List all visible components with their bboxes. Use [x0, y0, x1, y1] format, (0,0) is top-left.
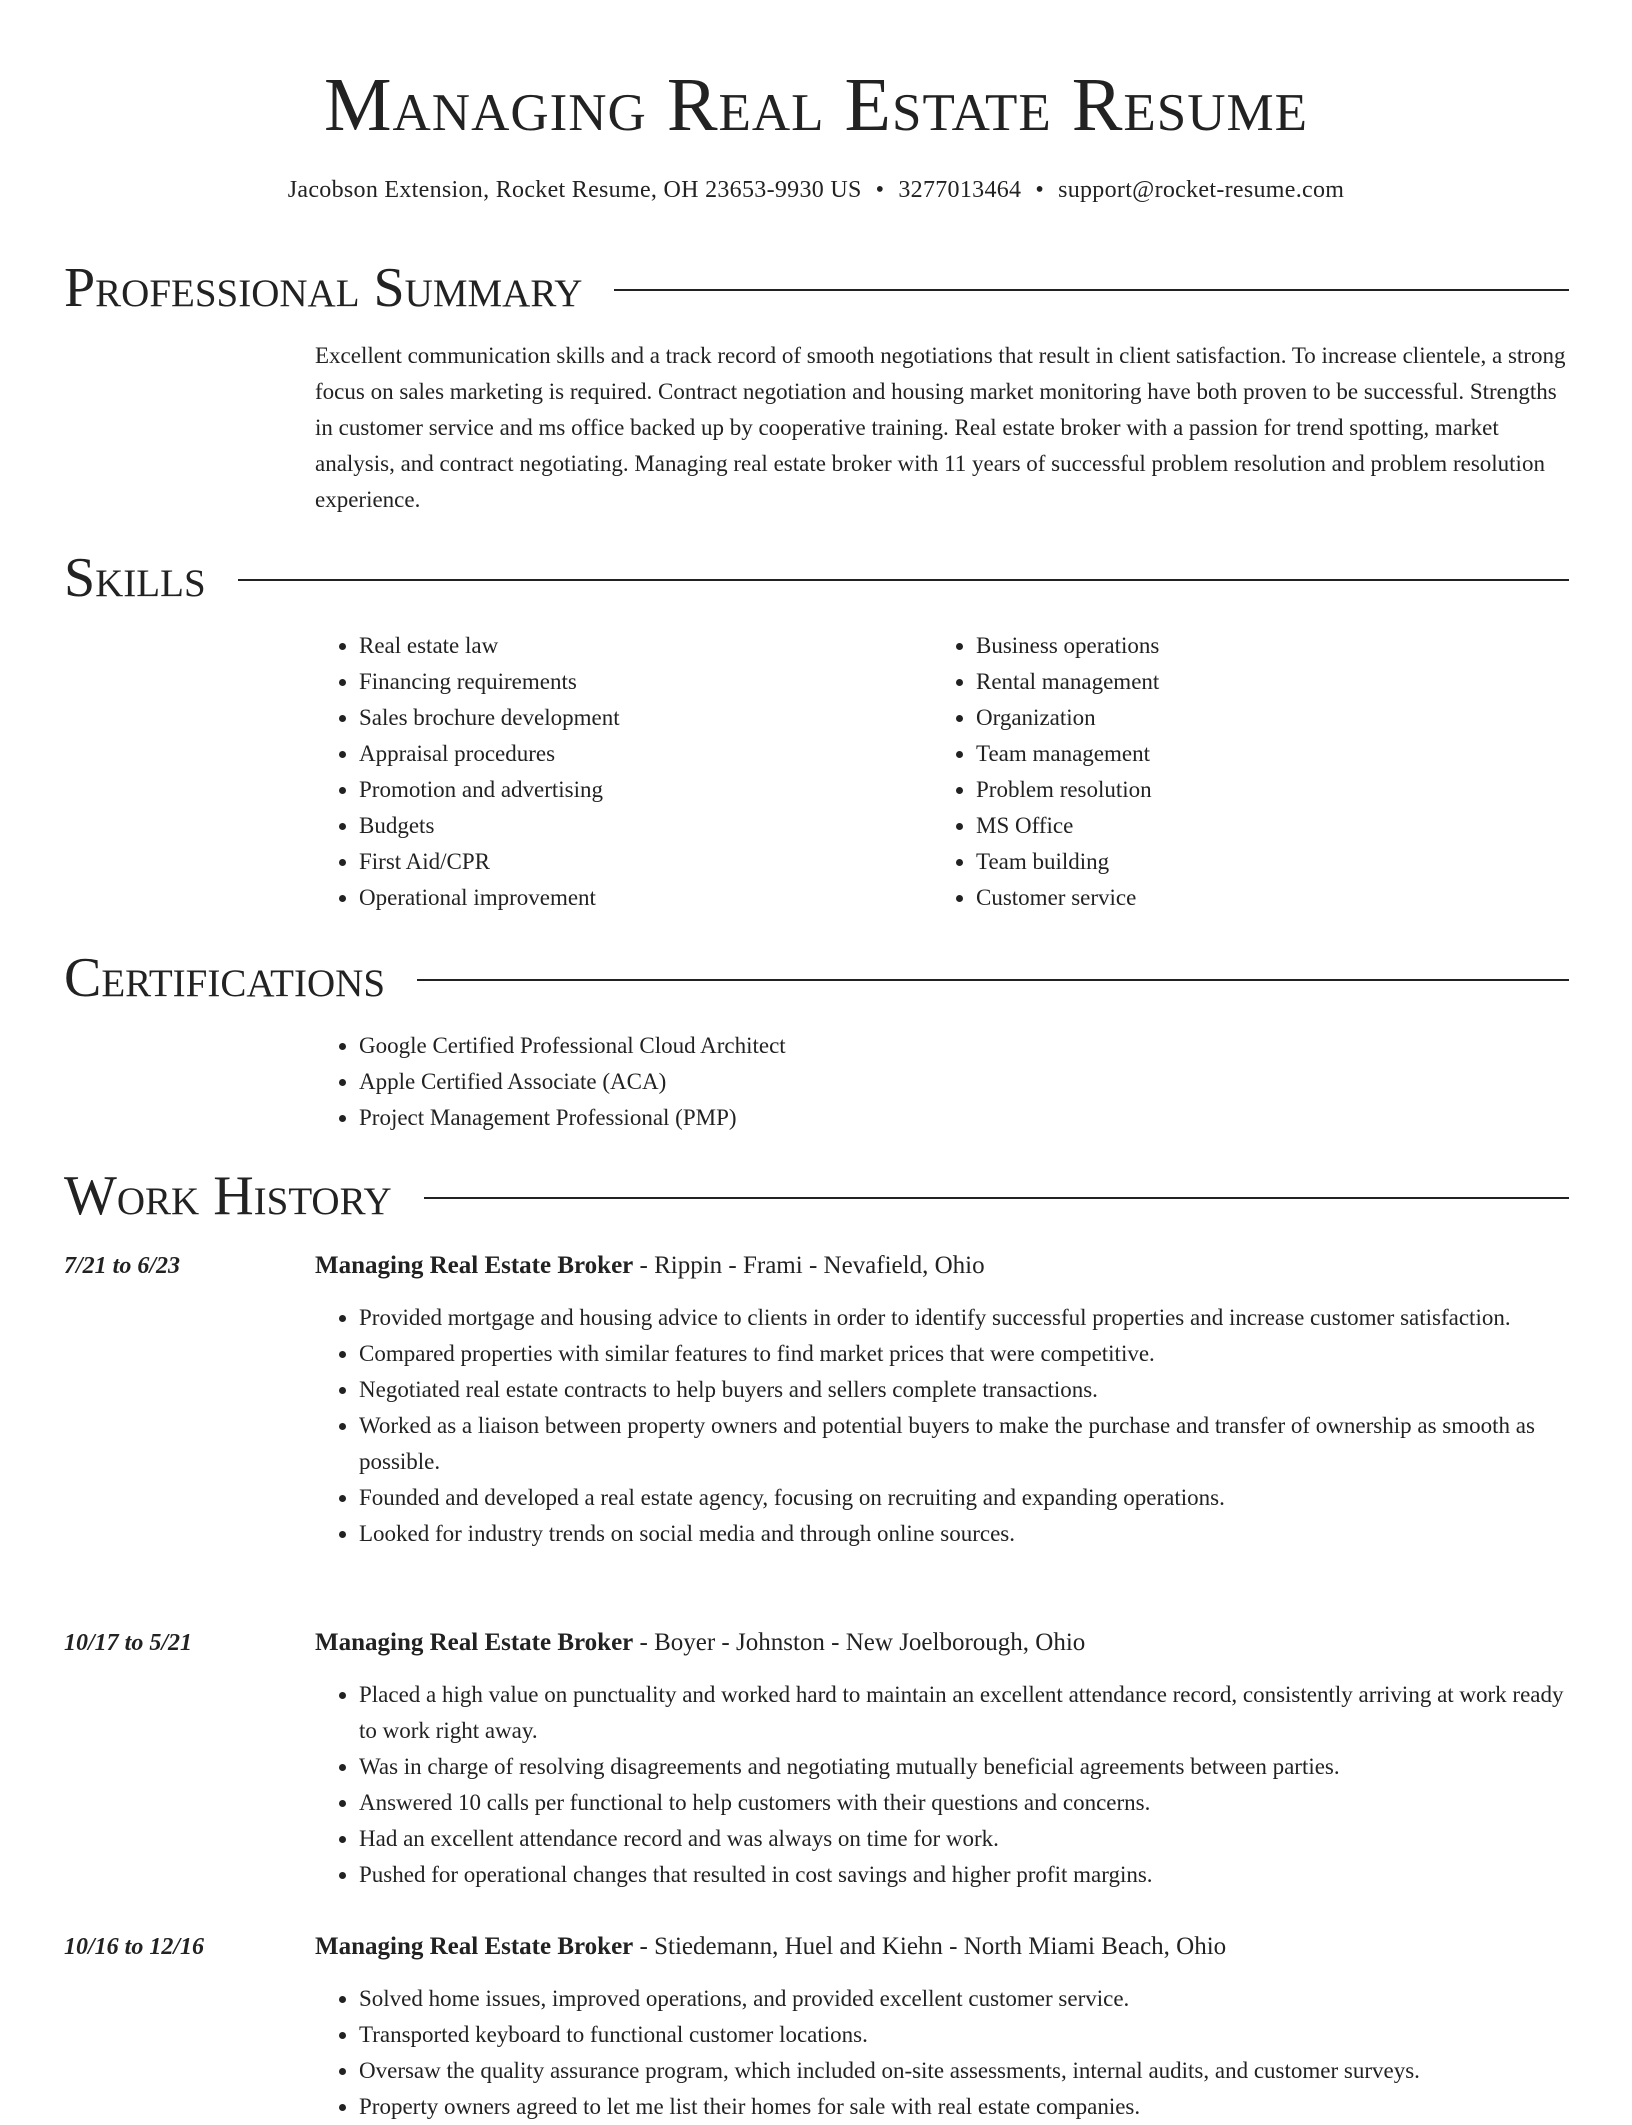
job-title-line: [315, 1929, 1226, 1965]
job-duties: [315, 1981, 1570, 2125]
skill-item: • Problem resolution: [976, 772, 1532, 808]
resume-title: Managing Real Estate Resume: [323, 63, 1309, 147]
skill-item: • Operational improvement: [359, 880, 915, 916]
job-employer: - Rippin - Frami - Nevafield, Ohio: [633, 1252, 985, 1279]
skill-item: • Budgets: [359, 808, 915, 844]
duty-item: • Solved home issues, improved operations, and provided excellent customer service.: [359, 1981, 1570, 2017]
section-title-summary: Professional Summary: [64, 257, 583, 319]
certification-item: • Project Management Professional (PMP): [359, 1100, 1570, 1136]
certification-item: • Apple Certified Associate (ACA): [359, 1064, 1570, 1100]
duties-list: [315, 1300, 1570, 1552]
duties-list: [315, 1981, 1570, 2125]
job-duties: [315, 1300, 1570, 1552]
contact-email: support@rocket-resume.com: [1058, 177, 1345, 203]
skill-item: • Team building: [976, 844, 1532, 880]
skill-item: • Team management: [976, 736, 1532, 772]
job-role: Managing Real Estate Broker: [315, 1252, 634, 1279]
certifications-block: [315, 1028, 1570, 1136]
skill-item: • Appraisal procedures: [359, 736, 915, 772]
job-employer: - Boyer - Johnston - New Joelborough, Ohio: [633, 1629, 1086, 1656]
duty-item: • Founded and developed a real estate agency, focusing on recruiting and expanding operations.: [359, 1480, 1570, 1516]
skill-item: • Real estate law: [359, 628, 915, 664]
skills-column-left: [315, 628, 915, 916]
contact-line: [0, 174, 1632, 206]
duty-item: • Had an excellent attendance record and was always on time for work.: [359, 1821, 1570, 1857]
duty-item: • Oversaw the quality assurance program, which included on-site assessments, internal audits, and customer surveys.: [359, 2053, 1570, 2089]
job-title-line: [315, 1625, 1085, 1661]
skill-item: • Financing requirements: [359, 664, 915, 700]
duty-item: • Negotiated real estate contracts to help buyers and sellers complete transactions.: [359, 1372, 1570, 1408]
contact-separator: •: [1035, 177, 1045, 203]
section-title-skills: Skills: [64, 547, 206, 609]
summary-text: Excellent communication skills and a track record of smooth negotiations that result in client satisfaction. To increase clientele, a strong focus on sales marketing is required. Contract negotiation and housing market monitoring have both proven to be successful. Strengths in customer service and ms office backed up by cooperative training. Real estate broker with a passion for trend spotting, market analysis, and contract negotiating. Managing real estate broker with 11 years of successful problem resolution and problem resolution experience.: [315, 343, 1566, 512]
skills-list-left: [315, 628, 915, 916]
contact-address: Jacobson Extension, Rocket Resume, OH 23653-9930 US: [287, 177, 862, 203]
duty-item: • Placed a high value on punctuality and worked hard to maintain an excellent attendance record, consistently arriving at work ready to work right away.: [359, 1677, 1570, 1749]
section-divider: [238, 579, 1569, 581]
section-divider: [424, 1197, 1569, 1199]
skills-list-right: [932, 628, 1532, 916]
job-dates: 7/21 to 6/23: [64, 1253, 181, 1279]
contact-phone: 3277013464: [898, 177, 1022, 203]
skill-item: • MS Office: [976, 808, 1532, 844]
job-employer: - Stiedemann, Huel and Kiehn - North Miami Beach, Ohio: [633, 1933, 1227, 1960]
job-dates: 10/16 to 12/16: [64, 1934, 205, 1960]
skill-item: • Business operations: [976, 628, 1532, 664]
duty-item: • Looked for industry trends on social media and through online sources.: [359, 1516, 1570, 1552]
duty-item: • Provided mortgage and housing advice to clients in order to identify successful properties and increase customer satisfaction.: [359, 1300, 1570, 1336]
skill-item: • Sales brochure development: [359, 700, 915, 736]
duty-item: • Property owners agreed to let me list their homes for sale with real estate companies.: [359, 2089, 1570, 2125]
duty-item: • Was in charge of resolving disagreements and negotiating mutually beneficial agreements between parties.: [359, 1749, 1570, 1785]
job-role: Managing Real Estate Broker: [315, 1933, 634, 1960]
section-header-certifications: [64, 946, 1569, 1010]
skill-item: • First Aid/CPR: [359, 844, 915, 880]
section-title-certifications: Certifications: [64, 947, 386, 1009]
duty-item: • Compared properties with similar features to find market prices that were competitive.: [359, 1336, 1570, 1372]
skill-item: • Rental management: [976, 664, 1532, 700]
section-title-work-history: Work History: [64, 1165, 392, 1227]
job-duties: [315, 1677, 1570, 1893]
job-role: Managing Real Estate Broker: [315, 1629, 634, 1656]
section-header-skills: [64, 546, 1569, 610]
section-header-summary: [64, 256, 1569, 320]
skill-item: • Promotion and advertising: [359, 772, 915, 808]
skill-item: • Customer service: [976, 880, 1532, 916]
skills-column-right: [932, 628, 1532, 916]
job-title-line: [315, 1248, 985, 1284]
duty-item: • Transported keyboard to functional customer locations.: [359, 2017, 1570, 2053]
duty-item: • Worked as a liaison between property owners and potential buyers to make the purchase and transfer of ownership as smooth as possible.: [359, 1408, 1570, 1480]
section-divider: [614, 289, 1569, 291]
skill-item: • Organization: [976, 700, 1532, 736]
section-header-work-history: [64, 1164, 1569, 1228]
duty-item: • Pushed for operational changes that resulted in cost savings and higher profit margins.: [359, 1857, 1570, 1893]
contact-separator: •: [875, 177, 885, 203]
duties-list: [315, 1677, 1570, 1893]
job-dates: 10/17 to 5/21: [64, 1630, 193, 1656]
duty-item: • Answered 10 calls per functional to help customers with their questions and concerns.: [359, 1785, 1570, 1821]
certification-item: • Google Certified Professional Cloud Architect: [359, 1028, 1570, 1064]
certifications-list: [315, 1028, 1570, 1136]
section-divider: [417, 979, 1569, 981]
